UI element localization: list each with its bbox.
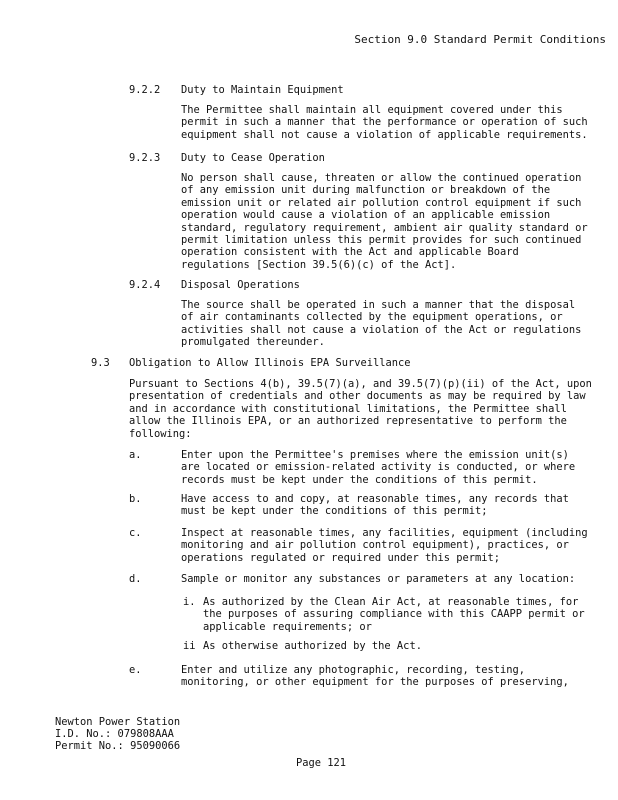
list-item-label: a. <box>129 449 142 461</box>
list-item: Enter and utilize any photographic, recording, testing, monitoring, or other equipment for the purposes of preserving, <box>181 664 569 689</box>
page-footer <box>55 716 180 752</box>
list-item: Have access to and copy, at reasonable times, any records that must be kept under the conditions of this permit; <box>181 493 569 518</box>
sub-item-label: ii <box>183 640 196 652</box>
section-number: 9.2.2 <box>129 84 161 96</box>
page-number: Page 121 <box>296 757 347 769</box>
sub-item-label: i. <box>183 596 196 608</box>
section-heading: Duty to Cease Operation <box>181 152 325 164</box>
footer-id-number: I.D. No.: 079808AAA <box>55 728 174 740</box>
section-body: The source shall be operated in such a manner that the disposal of air contaminants collected by the equipment operations, or activities shall not cause a violation of the Act or regulations promulgated thereunder. <box>181 299 582 349</box>
list-item-label: d. <box>129 573 142 585</box>
list-item-label: b. <box>129 493 142 505</box>
section-body: Pursuant to Sections 4(b), 39.5(7)(a), and 39.5(7)(p)(ii) of the Act, upon presentation of credentials and other documents as may be required by law and in accordance with constitutional limitations, the Permittee shall allow the Illinois EPA, or an authorized representative to perform the following: <box>129 378 592 440</box>
list-item: Sample or monitor any substances or parameters at any location: <box>181 573 576 585</box>
sub-item: As otherwise authorized by the Act. <box>203 640 422 652</box>
section-heading: Duty to Maintain Equipment <box>181 84 344 96</box>
section-number: 9.2.4 <box>129 279 161 291</box>
list-item: Enter upon the Permittee's premises where the emission unit(s) are located or emission-related activity is conducted, or where records must be kept under the conditions of this permit. <box>181 449 576 486</box>
list-item-label: c. <box>129 527 142 539</box>
list-item: Inspect at reasonable times, any facilities, equipment (including monitoring and air pollution control equipment), practices, or operations regulated or required under this permit; <box>181 527 588 564</box>
section-number: 9.3 <box>91 357 110 369</box>
section-body: The Permittee shall maintain all equipment covered under this permit in such a manner that the performance or operation of such equipment shall not cause a violation of applicable requirements. <box>181 104 588 141</box>
list-item-label: e. <box>129 664 142 676</box>
page-header: Section 9.0 Standard Permit Conditions <box>354 33 606 46</box>
footer-permit-number: Permit No.: 95090066 <box>55 740 181 752</box>
section-heading: Disposal Operations <box>181 279 300 291</box>
section-body: No person shall cause, threaten or allow the continued operation of any emission unit during malfunction or breakdown of the emission unit or related air pollution control equipment if such operation would cause a violation of an applicable emission standard, regulatory requirement, ambient air quality standard or permit limitation unless this permit provides for such continued operation consistent with the Act and applicable Board regulations [Section 39.5(6)(c) of the Act]. <box>181 172 588 271</box>
section-number: 9.2.3 <box>129 152 161 164</box>
footer-facility-name: Newton Power Station <box>55 716 181 728</box>
sub-item: As authorized by the Clean Air Act, at reasonable times, for the purposes of assuring compliance with this CAAPP permit or applicable requirements; or <box>203 596 585 633</box>
section-heading: Obligation to Allow Illinois EPA Surveillance <box>129 357 411 369</box>
